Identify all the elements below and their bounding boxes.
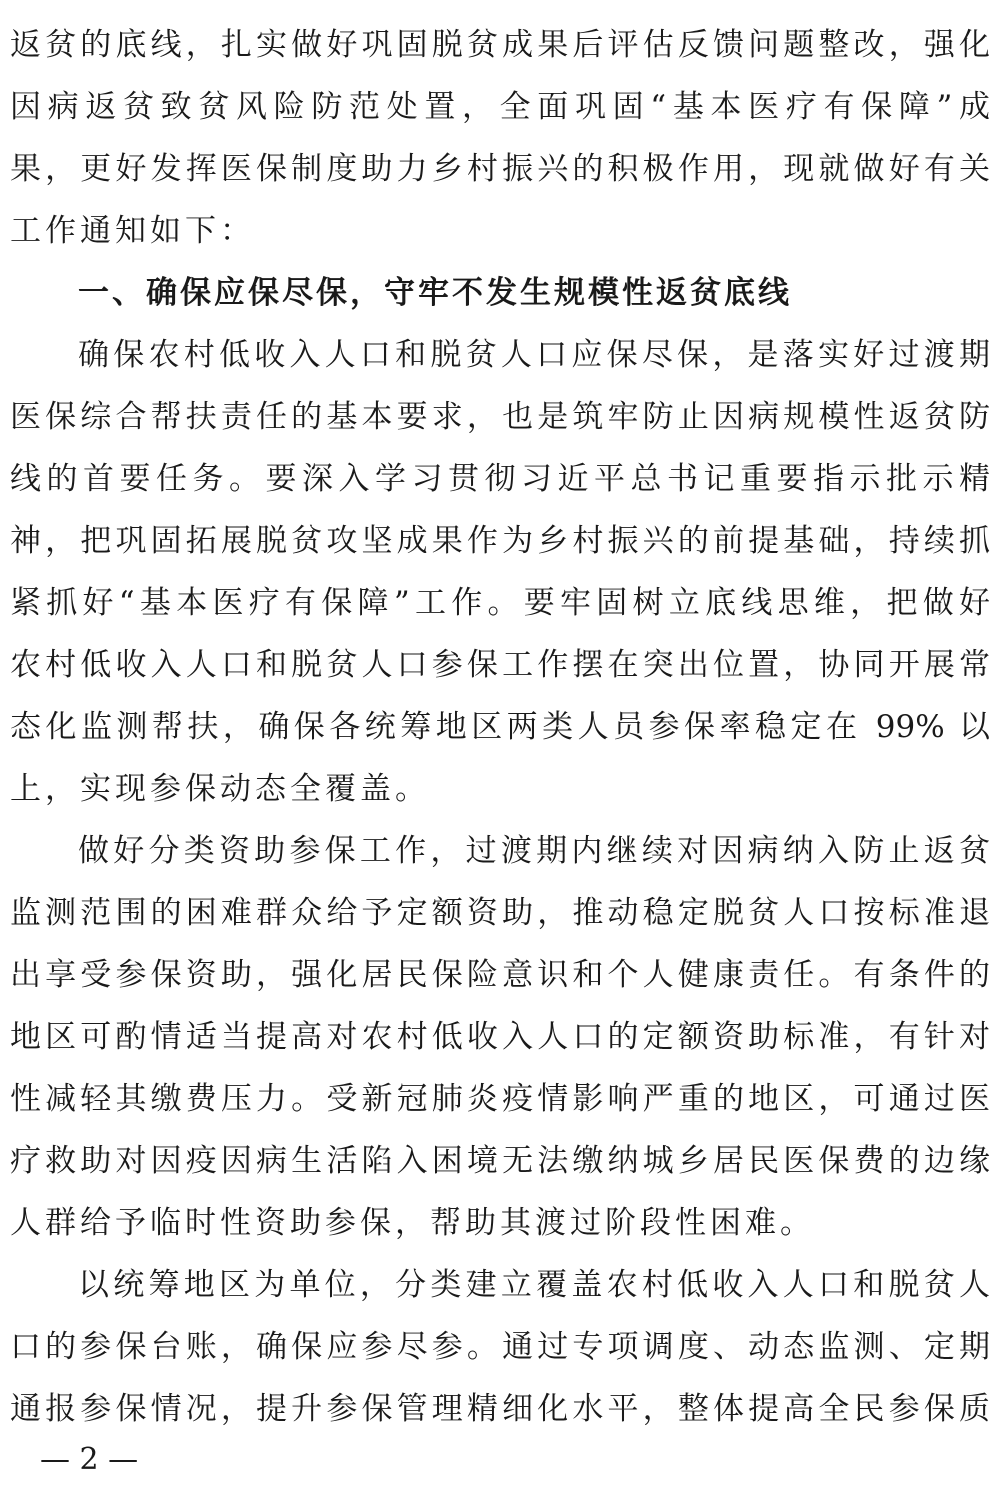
paragraph-line: 农村低收入人口和脱贫人口参保工作摆在突出位置，协同开展常 xyxy=(10,647,990,683)
paragraph-line: 口的参保台账，确保应参尽参。通过专项调度、动态监测、定期 xyxy=(10,1329,990,1365)
paragraph-line: 以统筹地区为单位，分类建立覆盖农村低收入人口和脱贫人 xyxy=(78,1267,990,1303)
paragraph-line: 果，更好发挥医保制度助力乡村振兴的积极作用，现就做好有关 xyxy=(10,151,990,187)
paragraph-line: 性减轻其缴费压力。受新冠肺炎疫情影响严重的地区，可通过医 xyxy=(10,1081,990,1117)
page-number: — 2 — xyxy=(40,1442,139,1477)
paragraph-line: 疗救助对因疫因病生活陷入困境无法缴纳城乡居民医保费的边缘 xyxy=(10,1143,990,1179)
paragraph-line: 监测范围的困难群众给予定额资助，推动稳定脱贫人口按标准退 xyxy=(10,895,990,931)
paragraph-line: 人群给予临时性资助参保，帮助其渡过阶段性困难。 xyxy=(10,1205,815,1241)
paragraph-line: 返贫的底线，扎实做好巩固脱贫成果后评估反馈问题整改，强化 xyxy=(10,27,990,63)
paragraph-line: 地区可酌情适当提高对农村低收入人口的定额资助标准，有针对 xyxy=(10,1019,990,1055)
paragraph-line: 医保综合帮扶责任的基本要求，也是筑牢防止因病规模性返贫防 xyxy=(10,399,990,435)
paragraph-line: 通报参保情况，提升参保管理精细化水平，整体提高全民参保质 xyxy=(10,1391,990,1427)
paragraph-line: 紧抓好“基本医疗有保障”工作。要牢固树立底线思维，把做好 xyxy=(10,585,990,621)
paragraph-line: 态化监测帮扶，确保各统筹地区两类人员参保率稳定在 99% 以 xyxy=(10,709,990,745)
paragraph-line: 线的首要任务。要深入学习贯彻习近平总书记重要指示批示精 xyxy=(10,461,990,497)
paragraph-line: 确保农村低收入人口和脱贫人口应保尽保，是落实好过渡期 xyxy=(78,337,990,373)
paragraph-line: 工作通知如下： xyxy=(10,213,255,249)
paragraph-line: 因病返贫致贫风险防范处置，全面巩固“基本医疗有保障”成 xyxy=(10,89,990,125)
paragraph-line: 出享受参保资助，强化居民保险意识和个人健康责任。有条件的 xyxy=(10,957,990,993)
paragraph-line: 神，把巩固拓展脱贫攻坚成果作为乡村振兴的前提基础，持续抓 xyxy=(10,523,990,559)
paragraph-line: 做好分类资助参保工作，过渡期内继续对因病纳入防止返贫 xyxy=(78,833,990,869)
paragraph-line: 上，实现参保动态全覆盖。 xyxy=(10,771,430,807)
section-heading: 一、确保应保尽保，守牢不发生规模性返贫底线 xyxy=(78,275,792,311)
